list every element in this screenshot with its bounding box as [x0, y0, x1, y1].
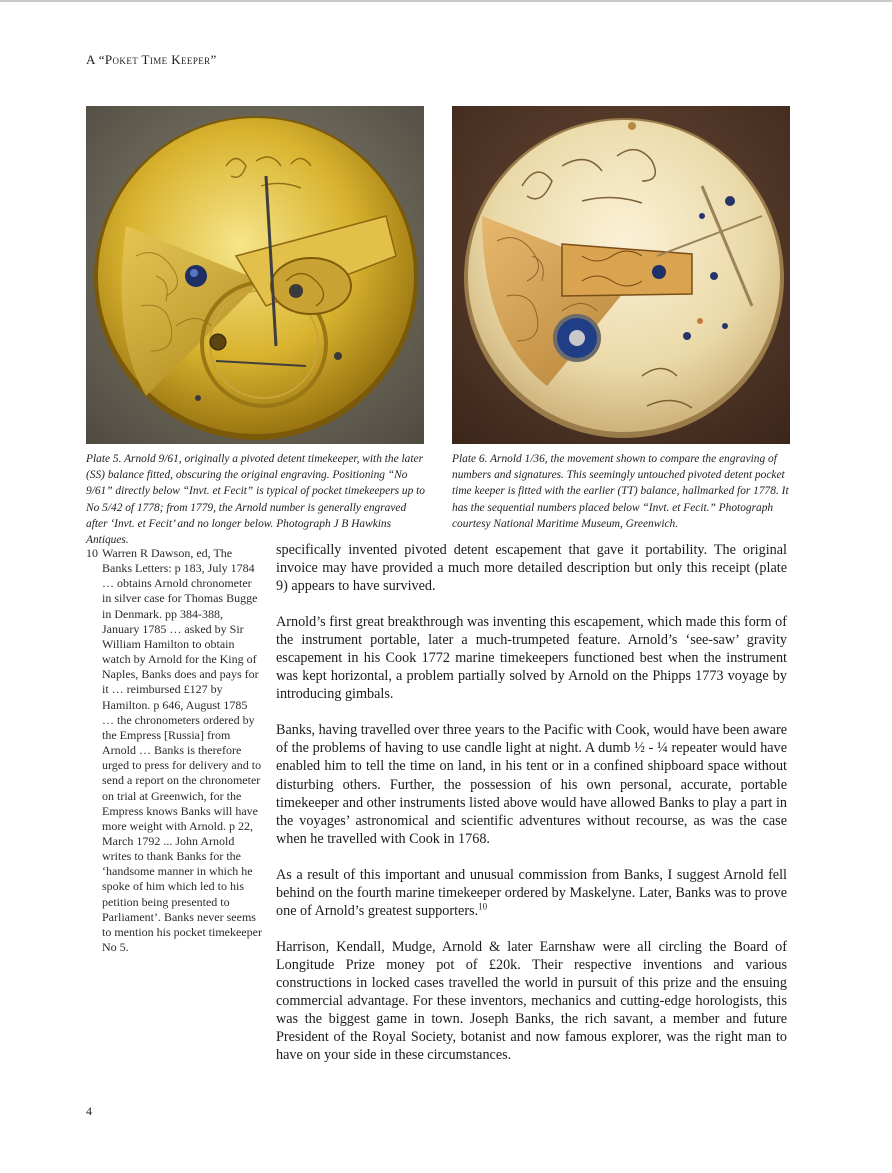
- footnote-number: 10: [86, 546, 98, 560]
- page-number: 4: [86, 1104, 92, 1118]
- paragraph-1: specifically invented pivoted detent escapement that gave it portability. The original invoice may have provided a much more detailed description but only this receipt (plate 9) appears to have survived.: [276, 542, 787, 595]
- running-head-prefix: A “: [86, 52, 105, 67]
- watch-movement-photo-6: [452, 106, 790, 444]
- running-head: [86, 52, 217, 68]
- running-head-title: Poket Time Keeper: [104, 52, 211, 67]
- footnote-text: Warren R Dawson, ed, The Banks Letters: p 183, July 1784 … obtains Arnold chronometer in silver case for Thomas Bugge in Denmark. pp 384-388, January 1785 … asked by Sir William Hamilton to obtain watch by Arnold for the King of Naples, Banks does and pays for it … reimbursed £127 by Hamilton. p 646, August 1785 … the chronometers ordered by the Empress [Russia] from Arnold … Banks is therefore urged to press for delivery and to send a report on the chronometer on trial at Greenwich, for the Empress knows Banks will have more weight with Arnold. p 22, March 1792 ... John Arnold writes to thank Banks for the ‘handsome manner in which he spoke of him which led to his petition being presented to Parliament’. Banks never seems to mention his pocket timekeeper No 5.: [102, 546, 262, 955]
- footnote-ref-10[interactable]: 10: [478, 901, 488, 912]
- paragraph-5: Harrison, Kendall, Mudge, Arnold & later Earnshaw were all circling the Board of Longitude Prize money pot of £20k. Their respective inventions and various constructions in locked cases travelled the world in pursuit of this prize and the ensuing commercial advantage. For these inventors, mechanics and cutting-edge horologists, this was the biggest game in town. Joseph Banks, the rich savant, a member and future President of the Royal Society, botanist and now famous explorer, was the right man to have on your side in these circumstances.: [276, 938, 787, 1064]
- watch-movement-photo-5: [86, 106, 424, 444]
- paragraph-4-text: As a result of this important and unusual commission from Banks, I suggest Arnold fell behind on the fourth marine timekeeper ordered by Maskelyne. Later, Banks was to prove one of Arnold’s greatest supporters.: [276, 866, 787, 919]
- running-head-suffix: ”: [210, 52, 217, 67]
- paragraph-2: Arnold’s first great breakthrough was inventing this escapement, which made this form of the instrument portable, later a much-trumpeted feature. Arnold’s ‘see-saw’ gravity escapement in his Cook 1772 marine timekeepers functioned best when the instrument was kept horizontal, a problem partially solved by Arnold on the Phipps 1773 voyage by introducing gimbals.: [276, 614, 787, 703]
- paragraph-4: [276, 866, 787, 920]
- footnote-10: [86, 546, 262, 955]
- top-rule: [0, 0, 892, 2]
- paragraph-3: Banks, having travelled over three years to the Pacific with Cook, would have been aware of the problems of having to use candle light at night. A dumb ½ - ¼ repeater would have enabled him to tell the time on land, in his tent or in a confined shipboard space without disturbing others. Further, the possession of his own personal, accurate, portable timekeeper and other instruments listed above would have allowed Banks to play a part in the voyages’ astronomical and scientific adventures without recourse, as was the case when he travelled with Cook in 1768.: [276, 722, 787, 847]
- plate-6-caption: Plate 6. Arnold 1/36, the movement shown to compare the engraving of numbers and signatures. This seemingly untouched pivoted detent pocket time keeper is fitted with the earlier (TT) balance, hallmarked for 1778. It has the sequential numbers placed below “Invt. et Fecit.” Photograph courtesy National Maritime Museum, Greenwich.: [452, 453, 789, 530]
- plate-5-photo: [86, 106, 424, 444]
- plate-5-caption: Plate 5. Arnold 9/61, originally a pivoted detent timekeeper, with the later (SS) balance fitted, obscuring the original engraving. Positioning “No 9/61” directly below “Invt. et Fecit” is typical of pocket timekeepers up to No 5/42 of 1778; from 1779, the Arnold number is generally engraved after ‘Invt. et Fecit’ and no longer below. Photograph J B Hawkins Antiques.: [86, 453, 425, 547]
- plate-6-photo: [452, 106, 790, 444]
- body-text: [276, 541, 787, 1082]
